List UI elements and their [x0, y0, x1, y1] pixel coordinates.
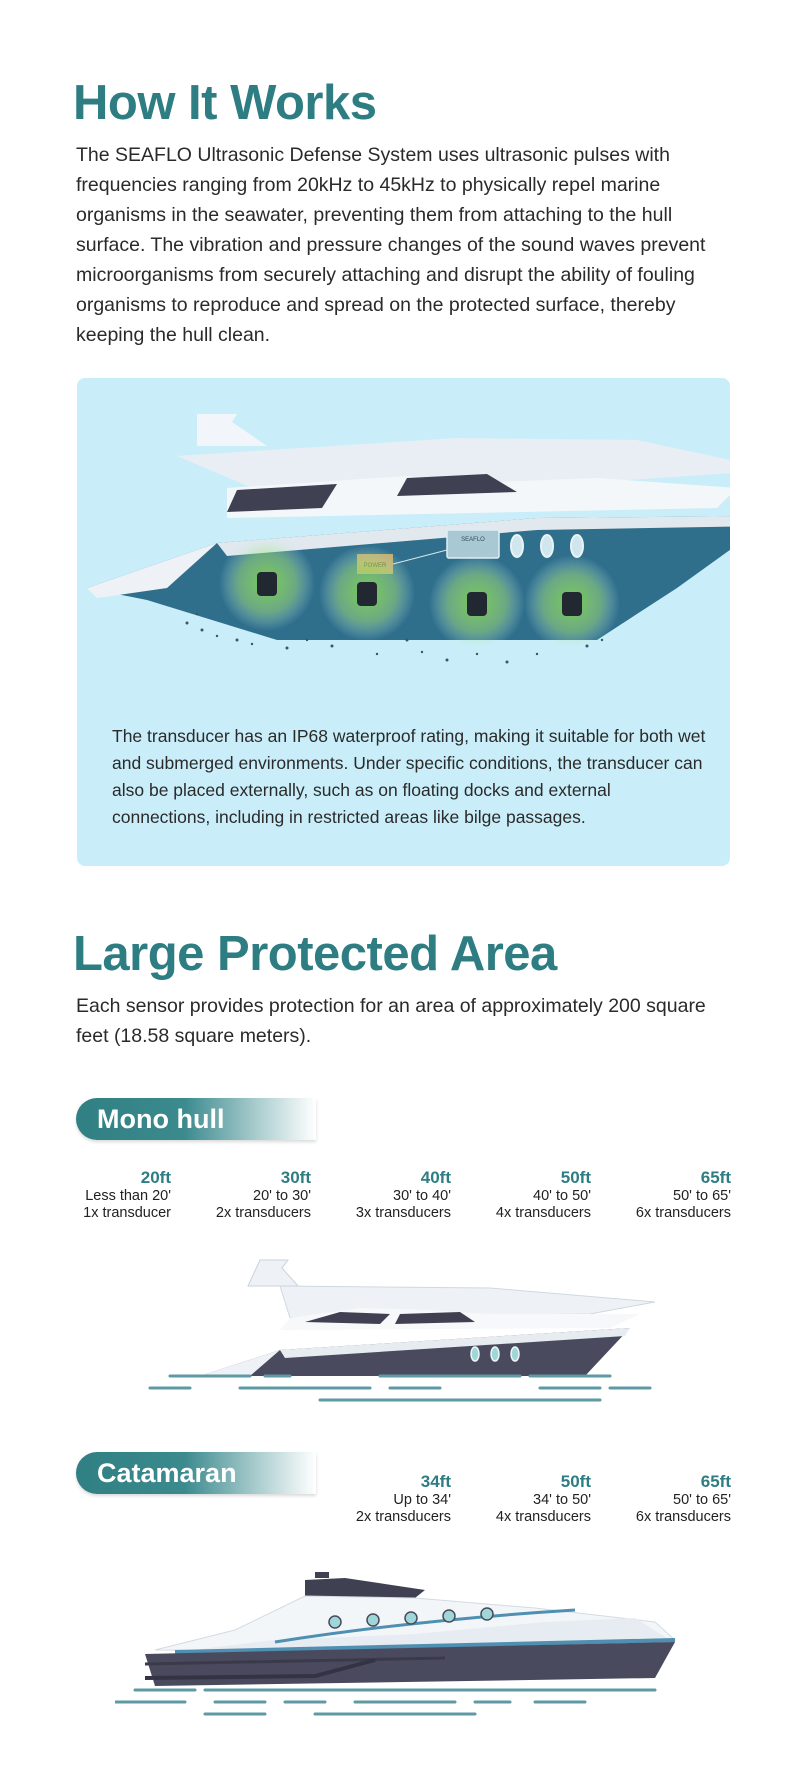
transducer-count: 4x transducers: [495, 1205, 591, 1221]
control-box-label: SEAFLO: [461, 537, 485, 543]
transducer-count: 2x transducers: [355, 1509, 451, 1525]
size-feet: 20ft: [140, 1168, 171, 1187]
mono-hull-size: [451, 1168, 591, 1222]
size-range: 20' to 30': [253, 1188, 311, 1204]
transducer-count: 1x transducer: [83, 1205, 171, 1221]
size-feet: 34ft: [420, 1472, 451, 1491]
control-box: [447, 530, 499, 558]
size-range: 50' to 65': [673, 1188, 731, 1204]
transducer-panel: [77, 378, 730, 866]
transducer-count: 3x transducers: [355, 1205, 451, 1221]
catamaran-label: Catamaran: [76, 1452, 316, 1494]
catamaran-illustration: [115, 1560, 695, 1760]
transducer-count: 4x transducers: [495, 1509, 591, 1525]
mono-hull-yacht-illustration: [130, 1258, 670, 1414]
transducer-icon: [562, 592, 582, 616]
mono-hull-label: Mono hull: [76, 1098, 316, 1140]
size-feet: 40ft: [420, 1168, 451, 1187]
transducer-icon: [257, 572, 277, 596]
size-feet: 50ft: [560, 1472, 591, 1491]
size-feet: 65ft: [700, 1472, 731, 1491]
transducer-count: 6x transducers: [635, 1205, 731, 1221]
transducer-icon: [467, 592, 487, 616]
size-range: 30' to 40': [393, 1188, 451, 1204]
size-feet: 65ft: [700, 1168, 731, 1187]
size-feet: 50ft: [560, 1168, 591, 1187]
how-it-works-body: The SEAFLO Ultrasonic Defense System uses ultrasonic pulses with frequencies ranging from 20kHz to 45kHz to physically repel marine organisms in the seawater, preventing them from attaching to the hull surface. The vibration and pressure changes of the sound waves prevent microorganisms from securely attaching and disrupt the ability of fouling organisms to reproduce and spread on the protected surface, thereby keeping the hull clean.: [76, 144, 706, 346]
mono-hull-size: [591, 1168, 731, 1222]
protected-area-body: Each sensor provides protection for an area of approximately 200 square feet (18.58 square meters).: [76, 995, 706, 1047]
size-range: 40' to 50': [533, 1188, 591, 1204]
transducer-count: 6x transducers: [635, 1509, 731, 1525]
how-it-works-title: How It Works: [73, 76, 377, 130]
mono-hull-size: [31, 1168, 171, 1222]
catamaran-size: [311, 1472, 451, 1526]
mono-hull-size: [171, 1168, 311, 1222]
size-range: Up to 34': [393, 1492, 451, 1508]
size-range: Less than 20': [85, 1188, 171, 1204]
transducer-count: 2x transducers: [215, 1205, 311, 1221]
catamaran-size: [591, 1472, 731, 1526]
catamaran-size: [451, 1472, 591, 1526]
size-feet: 30ft: [280, 1168, 311, 1187]
size-range: 34' to 50': [533, 1492, 591, 1508]
transducer-description: The transducer has an IP68 waterproof rating, making it suitable for both wet and submerged environments. Under specific conditions, the transducer can also be placed externally, such as on floating docks and external connections, including in restricted areas like bilge passages.: [112, 726, 706, 827]
yacht-transducer-illustration: [77, 378, 730, 708]
transducer-icon: [357, 582, 377, 606]
size-range: 50' to 65': [673, 1492, 731, 1508]
mono-hull-size: [311, 1168, 451, 1222]
protected-area-title: Large Protected Area: [73, 927, 557, 981]
